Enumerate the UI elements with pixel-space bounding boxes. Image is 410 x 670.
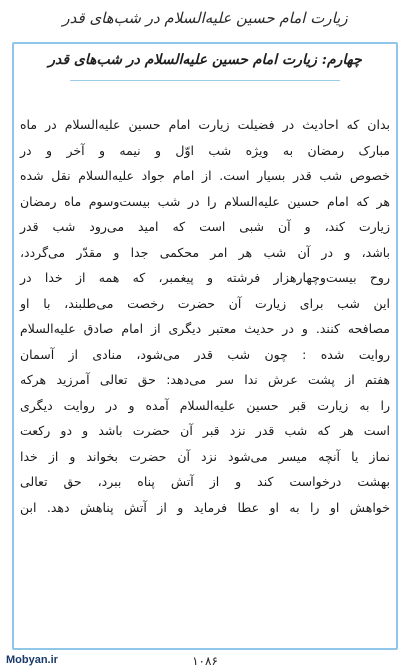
text-line: هر که امام حسین علیه‌السلام را در شب بیست‌وسوم ماه رمضان [20,193,390,209]
text-line: روایت شده : چون شب قدر می‌شود، منادی از آسمان [20,346,390,362]
site-watermark[interactable]: Mobyan.ir [6,654,58,666]
page-header [0,0,410,36]
section-title: چهارم: زیارت امام حسین علیه‌السلام در شب‌های قدر [48,52,362,68]
text-line: نماز یا آنچه میسر می‌شود نزد آن حضرت بخواند و از خدا [20,448,390,464]
text-line: بدان که احادیث در فضیلت زیارت امام حسین علیه‌السلام در ماه [20,117,390,132]
running-header-title: زیارت امام حسین علیه‌السلام در شب‌های قدر [62,9,348,27]
text-line: روح بیست‌وچهارهزار فرشته و پیغمبر، که همه از خدا در [20,270,390,285]
text-line: این شب برای زیارت آن حضرت رخصت می‌طلبند، با او [20,295,390,311]
body-text [20,112,390,520]
text-line: مبارک رمضان به ویژه شب اوّل و نیمه و آخر و در [20,142,390,158]
text-line: بهشت درخواست کند و از آتش پناه ببرد، حق تعالی [20,474,390,489]
text-line: باشد، و در آن شب هر امر محکمی جدا و مقدّر می‌گردد، [20,244,390,260]
text-line: خواهش او را به او عطا فرماید و از آتش پناهش دهد. ابن [20,499,390,515]
text-line: خصوص شب قدر بسیار است. از امام جواد علیه‌السلام نقل شده [20,168,390,183]
text-line: زیارت کند، و آن شبی است که امید می‌رود شب قدر [20,219,390,234]
title-divider [70,80,340,81]
text-line: را به زیارت قبر حسین علیه‌السلام آمده و در روایت دیگری [20,397,390,413]
text-line: است هر که شب قدر نزد قبر آن حضرت باشد و دو رکعت [20,423,390,438]
text-line: مصافحه کنند. و در حدیث معتبر دیگری از امام صادق علیه‌السلام [20,321,390,336]
page-number: ۱۰۸۶ [192,654,218,668]
text-line: هفتم از پشت عرش ندا سر می‌دهد: حق تعالی آمرزید هرکه [20,372,390,387]
